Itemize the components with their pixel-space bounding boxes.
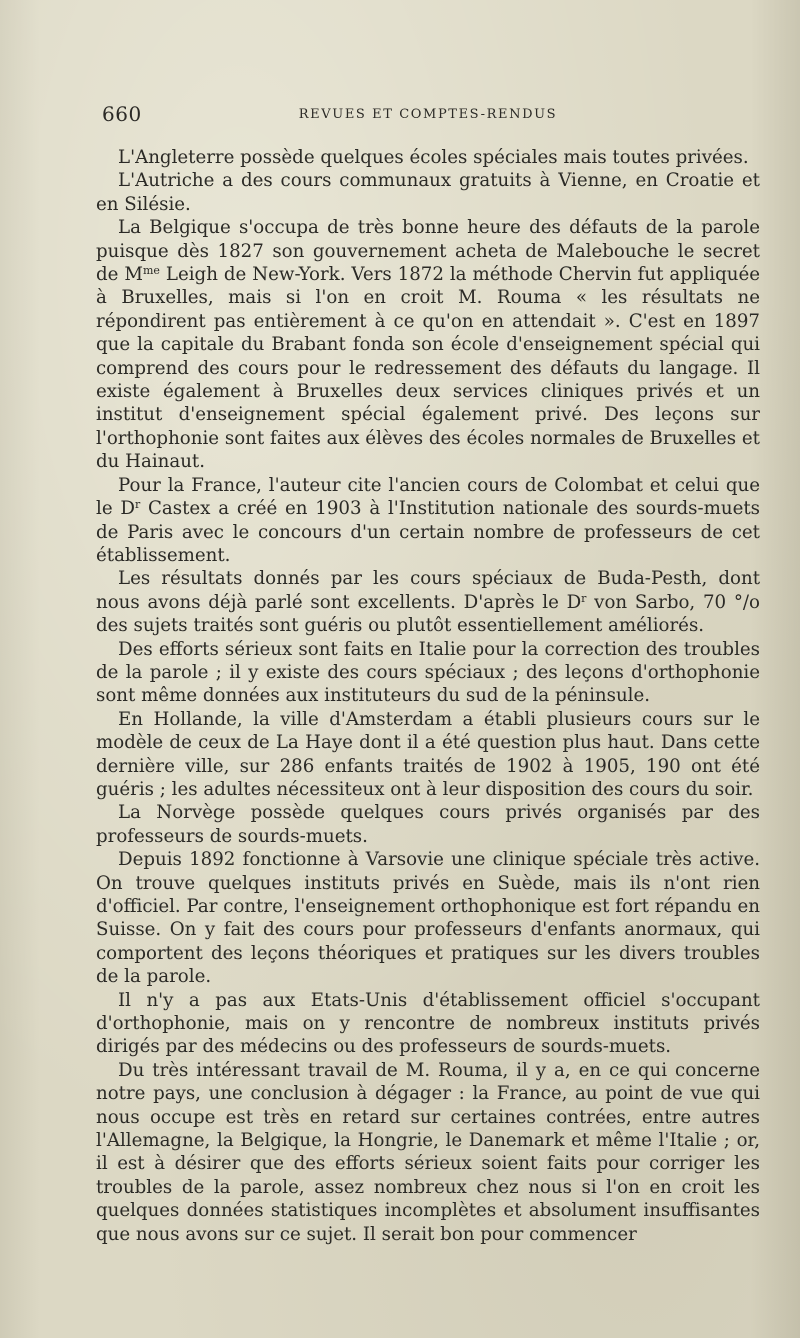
document-page — [96, 100, 760, 1246]
body-text — [96, 146, 760, 1246]
paragraph: L'Autriche a des cours communaux gratuits à Vienne, en Croatie et en Silésie. — [96, 170, 760, 215]
paragraph: La Norvège possède quelques cours privés organisés par des professeurs de sourds-muets. — [96, 802, 760, 847]
paragraph: En Hollande, la ville d'Amsterdam a établi plusieurs cours sur le modèle de ceux de La Haye dont il a été question plus haut. Dans cette dernière ville, sur 286 enfants traités de 1902 à 1905, 190 ont été guéris ; les adultes nécessiteux ont à leur disposition des cours du soir. — [96, 708, 760, 800]
paragraph: Les résultats donnés par les cours spéciaux de Buda-Pesth, dont nous avons déjà parlé sont excellents. D'après le $D^r$ von Sarbo, 70 °/o des sujets traités sont guéris ou plutôt essentiellement améliorés. — [96, 568, 760, 637]
page-number: 660 — [102, 102, 142, 126]
paragraph: Pour la France, l'auteur cite l'ancien cours de Colombat et celui que le $D^r$ Castex a créé en 1903 à l'Institution nationale des sourds-muets de Paris avec le concours d'un certain nombre de professeurs de cet établissement. — [96, 474, 760, 566]
paragraph: Des efforts sérieux sont faits en Italie pour la correction des troubles de la parole ; il y existe des cours spéciaux ; des leçons d'orthophonie sont même données aux instituteurs du sud de la péninsule. — [96, 638, 760, 707]
running-header — [96, 100, 760, 130]
running-title: REVUES ET COMPTES-RENDUS — [298, 107, 558, 122]
paragraph: La Belgique s'occupa de très bonne heure des défauts de la parole puisque dès 1827 son gouvernement acheta de Malebouche le secret de $M^{me}$ Leigh de New-York. Vers 1872 la méthode Chervin fut appliquée à Bruxelles, mais si l'on en croit M. Rouma « les résultats ne répondirent pas entièrement à ce qu'on en attendait ». C'est en 1897 que la capitale du Brabant fonda son école d'enseignement spécial qui comprend des cours pour le redressement des défauts du langage. Il existe également à Bruxelles deux services cliniques privés et un institut d'enseignement spécial également privé. Des leçons sur l'orthophonie sont faites aux élèves des écoles normales de Bruxelles et du Hainaut. — [96, 217, 761, 473]
paragraph: Il n'y a pas aux Etats-Unis d'établissement officiel s'occupant d'orthophonie, mais on y rencontre de nombreux instituts privés dirigés par des médecins ou des professeurs de sourds-muets. — [96, 989, 760, 1058]
paragraph: Du très intéressant travail de M. Rouma, il y a, en ce qui concerne notre pays, une conclusion à dégager : la France, au point de vue qui nous occupe est très en retard sur certaines contrées, entre autres l'Allemagne, la Belgique, la Hongrie, le Danemark et même l'Italie ; or, il est à désirer que des efforts sérieux soient faits pour corriger les troubles de la parole, assez nombreux chez nous si l'on en croit les quelques données statistiques incomplètes et absolument insuffisantes que nous avons sur ce sujet. Il serait bon pour commencer — [96, 1059, 760, 1245]
paragraph: Depuis 1892 fonctionne à Varsovie une clinique spéciale très active. On trouve quelques instituts privés en Suède, mais ils n'ont rien d'officiel. Par contre, l'enseignement orthophonique est fort répandu en Suisse. On y fait des cours pour professeurs d'enfants anormaux, qui comportent des leçons théoriques et pratiques sur les divers troubles de la parole. — [96, 849, 760, 988]
paragraph: L'Angleterre possède quelques écoles spéciales mais toutes privées. — [118, 147, 749, 168]
